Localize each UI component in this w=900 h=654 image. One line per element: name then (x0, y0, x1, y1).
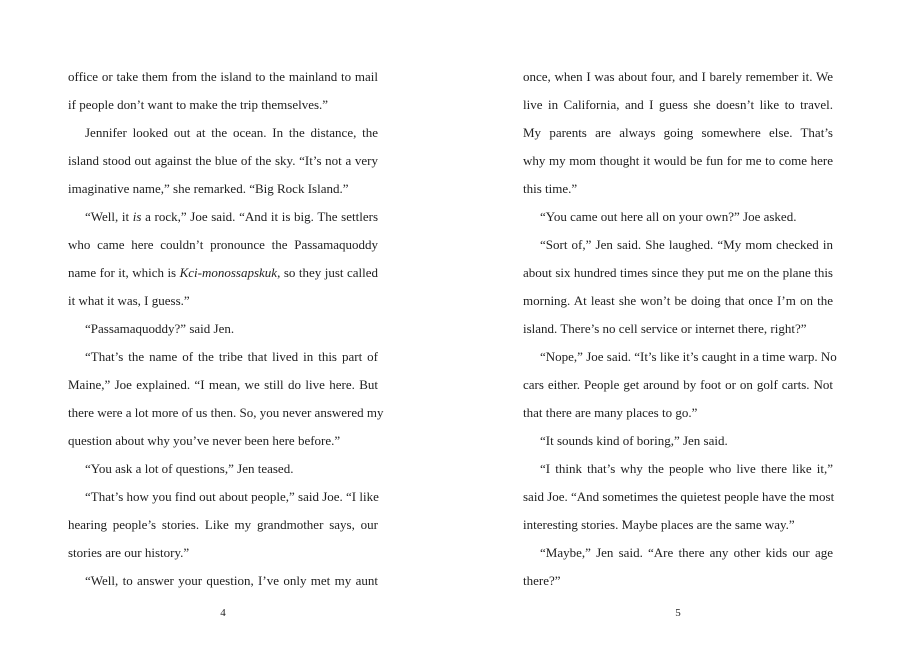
text-line: “You ask a lot of questions,” Jen teased. (85, 461, 294, 476)
text-line: cars either. People get around by foot or on golf carts. Not (523, 377, 833, 392)
text-line: “Maybe,” Jen said. “Are there any other kids our age (540, 545, 833, 560)
text-line: “I think that’s why the people who live there like it,” (540, 461, 833, 476)
text-line: Jennifer looked out at the ocean. In the distance, the (85, 125, 378, 140)
text-line: “Nope,” Joe said. “It’s like it’s caught in a time warp. No (540, 349, 837, 364)
right-page-number: 5 (675, 607, 681, 619)
right-page-text (523, 63, 837, 595)
text-line: who came here couldn’t pronounce the Passamaquoddy (68, 237, 378, 252)
left-page-number: 4 (220, 607, 226, 619)
text-line: office or take them from the island to the mainland to mail (68, 69, 378, 84)
text-line: live in California, and I guess she doesn’t like to travel. (523, 97, 833, 112)
text-line: “Well, it is a rock,” Joe said. “And it is big. The settlers (85, 209, 379, 224)
text-line: “You came out here all on your own?” Joe asked. (540, 209, 797, 224)
text-line: “Passamaquoddy?” said Jen. (85, 321, 235, 336)
text-line: “Sort of,” Jen said. She laughed. “My mom checked in (540, 237, 833, 252)
text-line: interesting stories. Maybe places are the same way.” (523, 517, 795, 532)
emphasized-word: is (132, 209, 142, 224)
text-line: about six hundred times since they put me on the plane this (523, 265, 833, 280)
text-line: hearing people’s stories. Like my grandmother says, our (68, 517, 378, 532)
left-page (68, 0, 384, 654)
text-line: “That’s how you find out about people,” said Joe. “I like (85, 489, 379, 504)
text-line: island. There’s no cell service or internet there, right?” (523, 321, 807, 336)
text-line: question about why you’ve never been here before.” (68, 433, 341, 448)
text-line: imaginative name,” she remarked. “Big Rock Island.” (68, 181, 349, 196)
text-line: if people don’t want to make the trip themselves.” (68, 97, 329, 112)
text-line: this time.” (523, 181, 578, 196)
text-line: island stood out against the blue of the sky. “It’s not a very (68, 153, 378, 168)
text-line: name for it, which is Kci-monossapskuk, so they just called (68, 265, 378, 280)
text-line: morning. At least she won’t be doing that once I’m on the (523, 293, 833, 308)
emphasized-word: Kci-monossapskuk (179, 265, 278, 280)
text-line: it what it was, I guess.” (68, 293, 190, 308)
text-line: “It sounds kind of boring,” Jen said. (540, 433, 728, 448)
text-line: once, when I was about four, and I barely remember it. We (523, 69, 833, 84)
text-line: Maine,” Joe explained. “I mean, we still do live here. But (68, 377, 378, 392)
text-line: there?” (523, 573, 561, 588)
right-page (523, 0, 837, 654)
text-line: that there are many places to go.” (523, 405, 698, 420)
text-line: why my mom thought it would be fun for me to come here (523, 153, 833, 168)
text-line: stories are our history.” (68, 545, 190, 560)
text-line: “Well, to answer your question, I’ve only met my aunt (85, 573, 378, 588)
text-line: said Joe. “And sometimes the quietest people have the most (523, 489, 835, 504)
text-line: “That’s the name of the tribe that lived in this part of (85, 349, 378, 364)
text-line: there were a lot more of us then. So, you never answered my (68, 405, 384, 420)
text-line: My parents are always going somewhere else. That’s (523, 125, 833, 140)
left-page-text (68, 63, 384, 595)
